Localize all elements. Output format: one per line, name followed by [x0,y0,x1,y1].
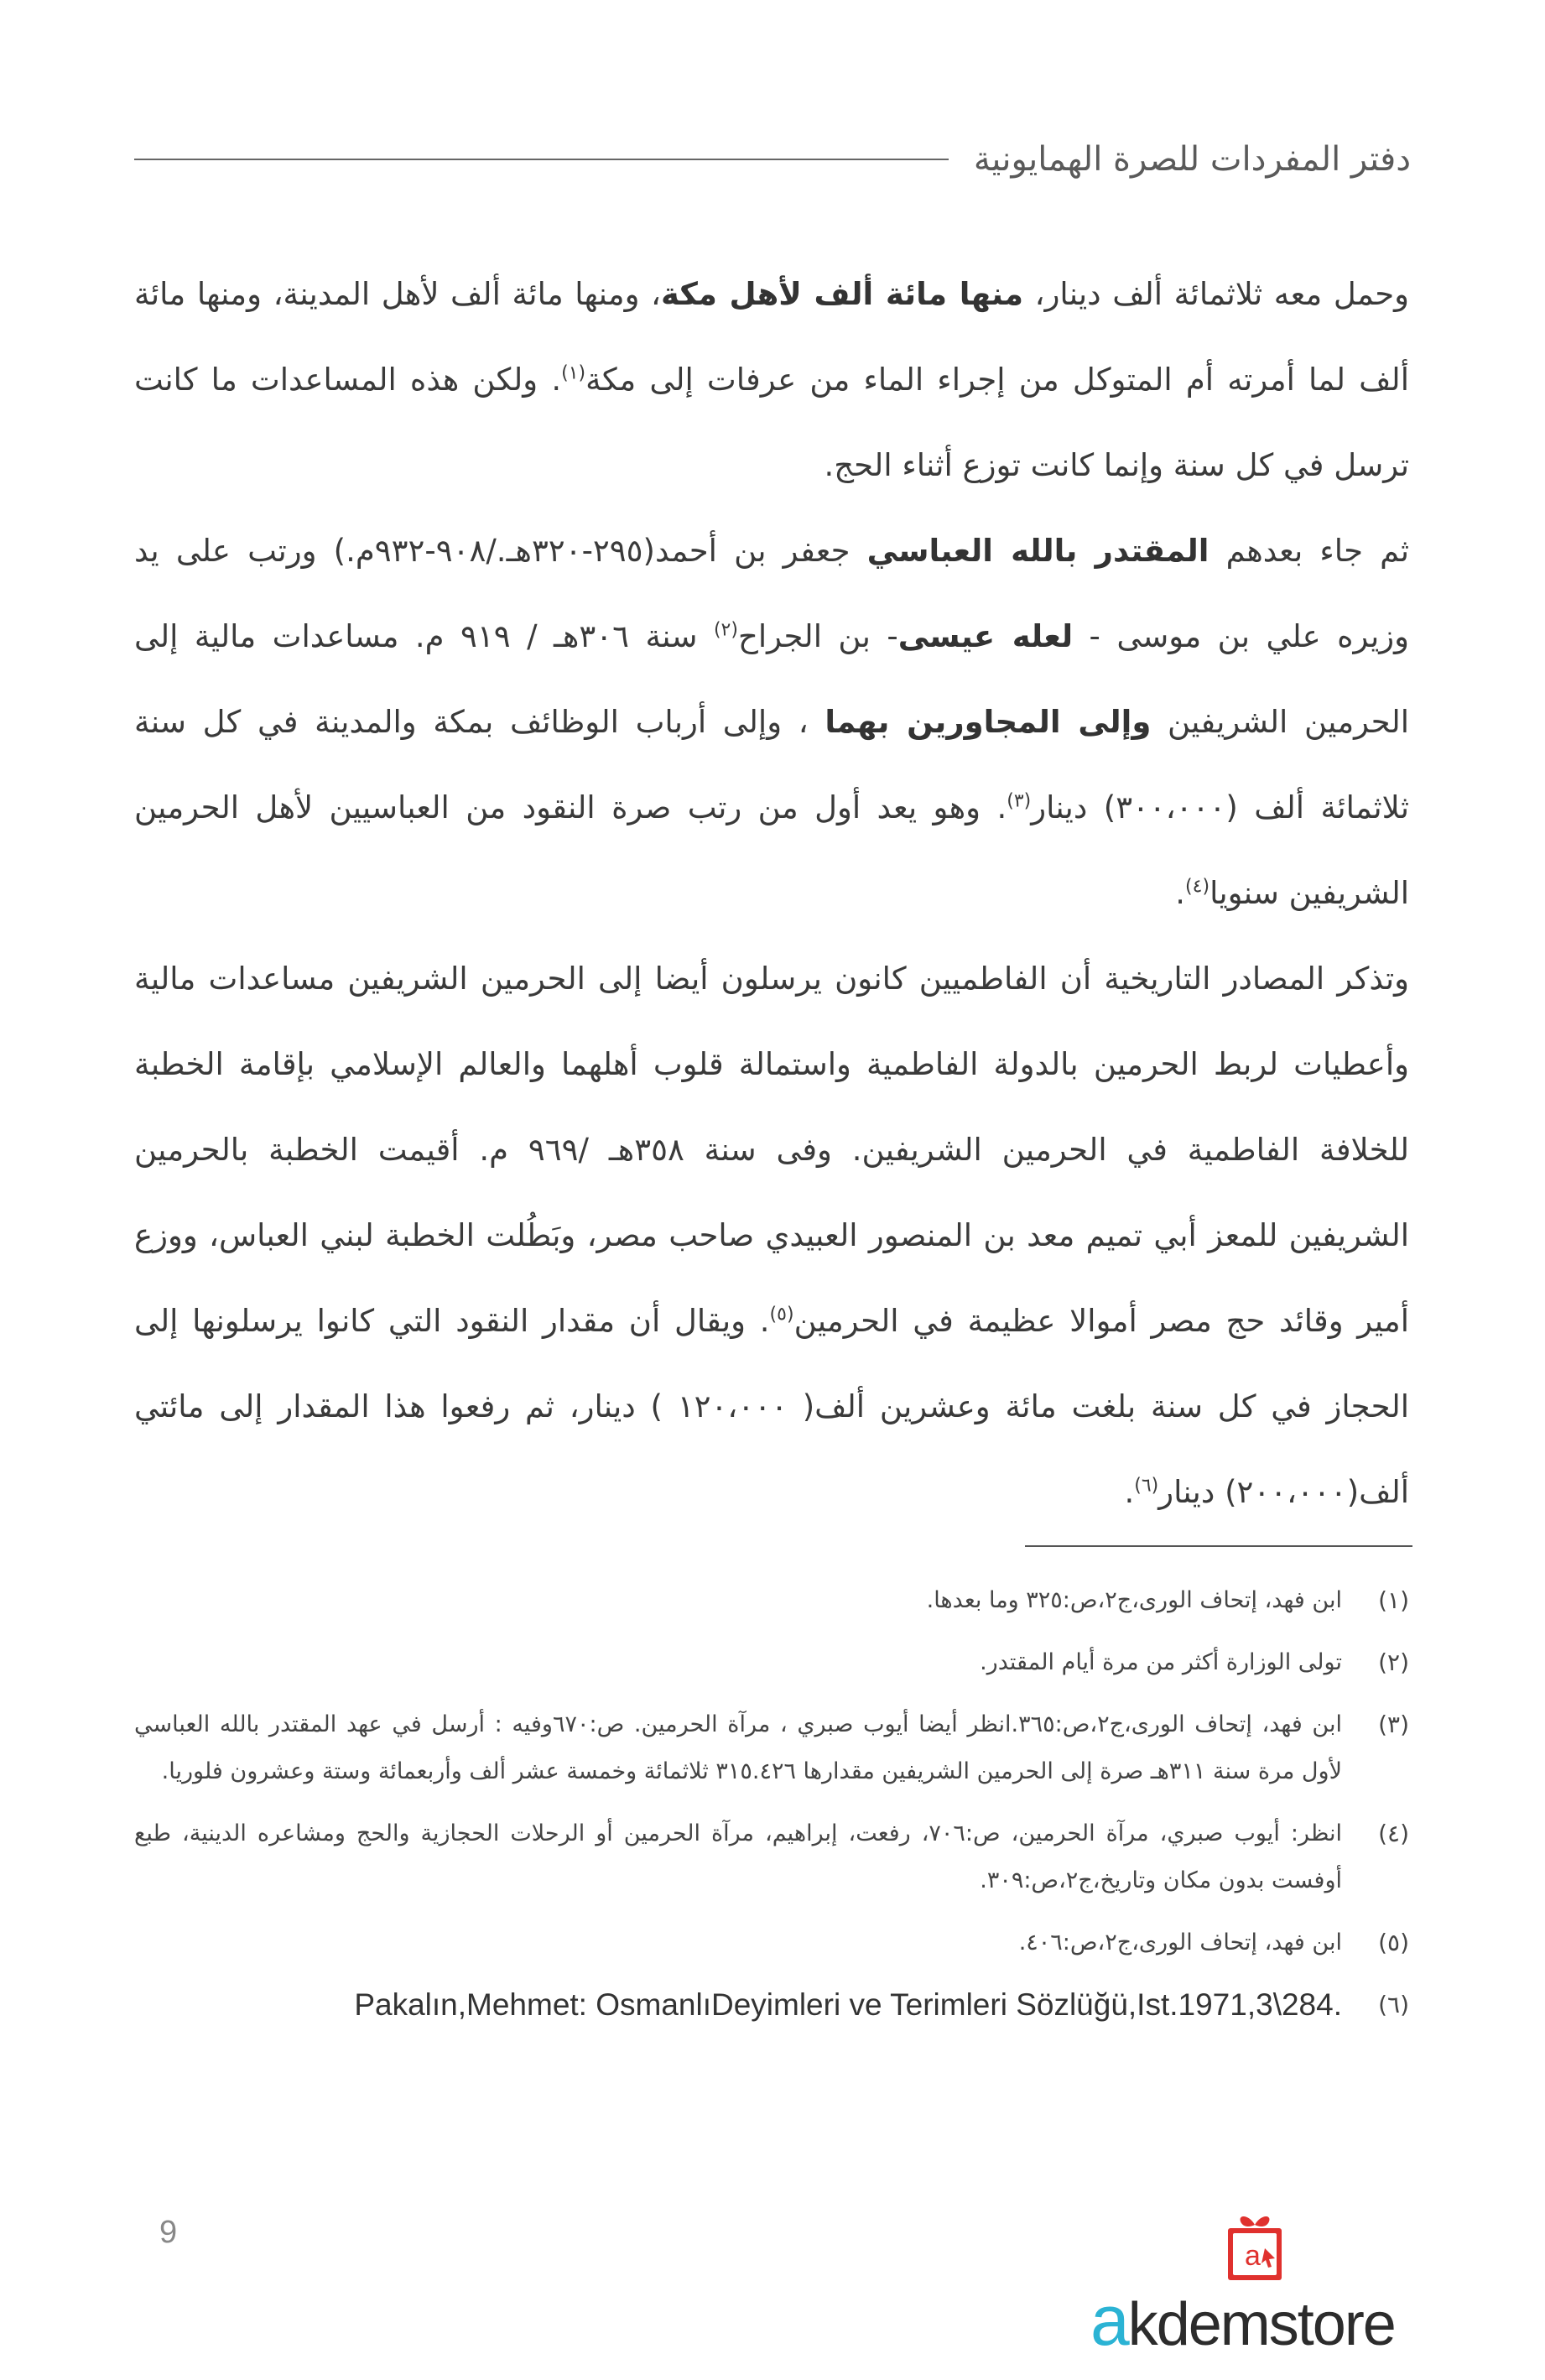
text-span: سنة ٣٠٦هـ / ٩١٩ م. مساعدات مالية إلى الحرمين الشريفين [134,618,1409,740]
footnote-ref: (١) [561,362,586,384]
footnote-3 [134,1701,1409,1795]
footnote-6 [134,1982,1409,2028]
footnote-5 [134,1919,1409,1966]
footnote-2 [134,1639,1409,1686]
bold-phrase: المقتدر بالله العباسي [866,533,1209,569]
paragraph-3 [134,936,1409,1535]
text-span: . [1124,1474,1135,1510]
logo-letter: a [1090,2281,1128,2360]
text-span: . وهو يعد أول من رتب صرة النقود من العباسيين لأهل الحرمين الشريفين سنويا [134,789,1409,911]
text-span: ثم جاء بعدهم [1209,533,1409,569]
text-span: وتذكر المصادر التاريخية أن الفاطميين كانون يرسلون أيضا إلى الحرمين الشريفين مساعدات مالية وأعطيات لربط الحرمين بالدولة الفاطمية واستمالة قلوب أهلهما والعالم الإسلامي بإقامة الخطبة للخلافة الفاطمية في الحرمين الشريفين. وفى سنة ٣٥٨هـ /٩٦٩ م. أقيمت الخطبة بالحرمين الشريفين للمعز أبي تميم معد بن المنصور العبيدي صاحب مصر، وبَطُلت الخطبة لبني العباس، ووزع أمير وقائد حج مصر أموالا عظيمة في الحرمين [134,961,1410,1339]
footnote-number: (٤) [1378,1820,1409,1847]
footnote-text: ابن فهد، إتحاف الورى،ج٢،ص:٣٢٥ وما بعدها. [926,1587,1342,1613]
text-span: . ولكن هذه المساعدات ما كانت ترسل في كل سنة وإنما كانت توزع أثناء الحج. [134,362,1409,483]
paragraph-2 [134,508,1409,936]
svg-text:a: a [1245,2240,1261,2272]
footnote-ref: (٥) [769,1304,794,1325]
book-gift-icon [1216,2206,1293,2284]
footnote-number: (٢) [1378,1648,1409,1676]
header-rule [134,159,949,160]
running-header [134,126,1411,193]
footnote-4 [134,1810,1409,1904]
footnote-ref: (٦) [1134,1475,1159,1497]
bold-phrase: وإلى المجاورين بهما [825,704,1152,740]
akdemstore-logo [1090,2206,1443,2360]
main-text [134,252,1409,1535]
text-span: - بن الجراح [737,618,898,654]
footnote-ref: (٣) [1007,790,1032,812]
footnote-ref: (٢) [713,619,738,641]
logo-rest: kdemstore [1127,2291,1395,2358]
text-span: . ويقال أن مقدار النقود التي كانوا يرسلونها إلى الحجاز في كل سنة بلغت مائة وعشرين ألف( ١٢٠،٠٠٠ ) دينار، ثم رفعوا هذا المقدار إلى مائتي ألف(٢٠٠،٠٠٠) دينار [134,1303,1410,1510]
bold-phrase: منها مائة ألف لأهل مكة [660,276,1024,312]
page-number: 9 [159,2215,178,2250]
footnote-number: (٣) [1378,1711,1409,1738]
footnote-ref: (٤) [1185,876,1210,898]
footnote-number: (٥) [1378,1929,1409,1956]
footnote-text: ابن فهد، إتحاف الورى،ج٢،ص:٣٦٥.انظر أيضا أيوب صبري ، مرآة الحرمين. ص:٦٧٠وفيه : أرسل في عهد المقتدر بالله العباسي لأول مرة سنة ٣١١هـ صرة إلى الحرمين الشريفين مقدارها ٣١٥.٤٢٦ ثلاثمائة وخمسة عشر ألف وأربعمائة وستة وعشرون فلوريا. [134,1711,1342,1784]
footnote-1 [134,1577,1409,1624]
paragraph-1 [134,252,1409,508]
footnote-text: ابن فهد، إتحاف الورى،ج٢،ص:٤٠٦. [1018,1930,1342,1956]
footnote-separator [1025,1545,1412,1547]
footnotes [134,1577,1409,2044]
footnote-number: (١) [1378,1586,1409,1614]
text-span: وحمل معه ثلاثمائة ألف دينار، [1023,276,1409,312]
footnote-number: (٦) [1378,1991,1409,2018]
text-span: ، ومنها مائة ألف لأهل المدينة، ومنها مائة ألف لما أمرته أم المتوكل من إجراء الماء من عرفات إلى مكة [134,276,1409,398]
text-span: جعفر بن أحمد(٢٩٥-٣٢٠هـ./٩٠٨-٩٣٢م.) ورتب على يد وزيره علي بن موسى - [134,533,1409,654]
footnote-text: تولى الوزارة أكثر من مرة أيام المقتدر. [980,1649,1342,1675]
footnote-text: انظر: أيوب صبري، مرآة الحرمين، ص:٧٠٦، رفعت، إبراهيم، مرآة الحرمين أو الرحلات الحجازية والحج ومشاعره الدينية، طبع أوفست بدون مكان وتاريخ،ج٢،ص:٣٠٩. [134,1820,1342,1893]
bold-phrase: لعله عيسى [897,618,1074,654]
text-span: ، وإلى أرباب الوظائف بمكة والمدينة في كل سنة ثلاثمائة ألف (٣٠٠،٠٠٠) دينار [134,704,1409,825]
logo-wordmark [1090,2280,1443,2362]
footnote-text: Pakalın,Mehmet: OsmanlıDeyimleri ve Terimleri Sözlüğü,Ist.1971,3\284. [354,1987,1342,2022]
text-span: . [1175,875,1186,911]
running-title: دفتر المفردات للصرة الهمايونية [973,140,1411,179]
